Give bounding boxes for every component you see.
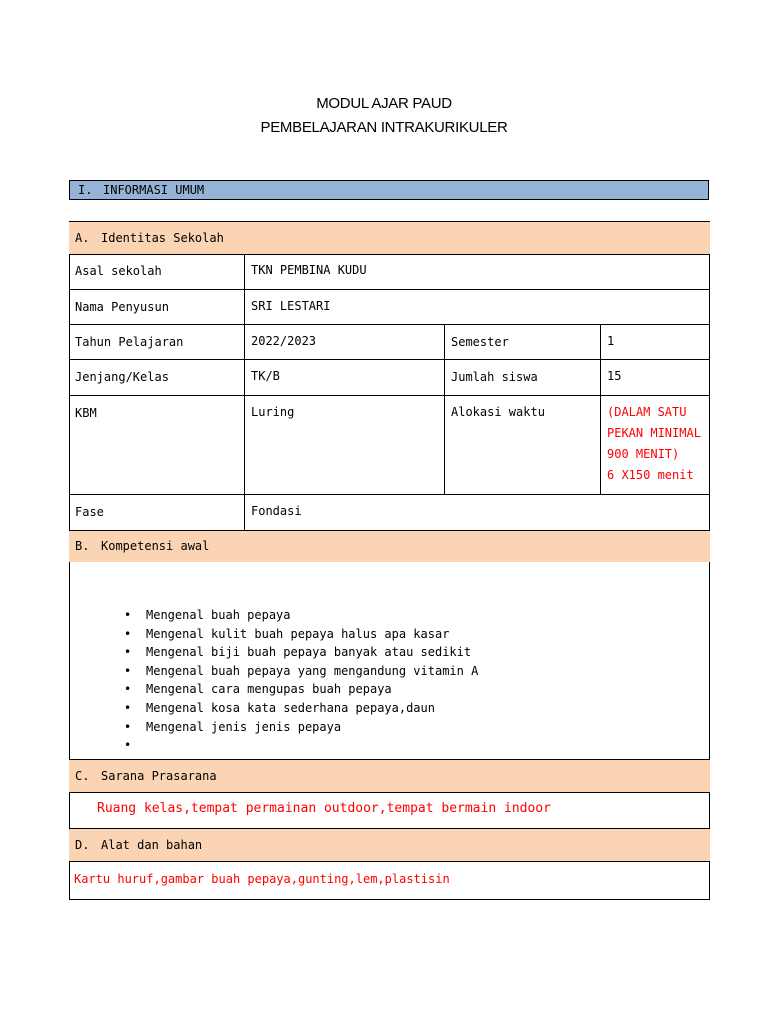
list-item-text: Mengenal cara mengupas buah pepaya — [146, 682, 392, 697]
row-label-2: Semester — [444, 325, 600, 359]
row-value: TK/B — [244, 360, 444, 395]
row-value: Luring — [244, 396, 444, 494]
list-item-text: Mengenal buah pepaya yang mengandung vitamin A — [146, 663, 479, 678]
list-item-text: Mengenal jenis jenis pepaya — [146, 719, 342, 734]
sarana-content: Ruang kelas,tempat permainan outdoor,tempat bermain indoor — [69, 793, 710, 829]
list-item-text: Mengenal kulit buah pepaya halus apa kasar — [146, 626, 450, 641]
header-sarana-prasarana — [69, 760, 710, 793]
header-label: Sarana Prasarana — [101, 769, 217, 783]
list-item: • Mengenal buah pepaya — [124, 608, 291, 622]
header-label: Kompetensi awal — [101, 539, 210, 553]
section-number: I. — [78, 183, 93, 197]
list-item-text: Mengenal biji buah pepaya banyak atau sedikit — [146, 645, 472, 660]
alat-content: Kartu huruf,gambar buah pepaya,gunting,lem,plastisin — [74, 872, 450, 886]
document-subtitle: PEMBELAJARAN INTRAKURIKULER — [260, 119, 508, 136]
row-asal-sekolah — [69, 255, 710, 290]
row-value-2: 15 — [600, 360, 710, 395]
header-label: Alat dan bahan — [101, 838, 203, 852]
row-label-2: Jumlah siswa — [444, 360, 600, 395]
header-letter: D. — [75, 838, 90, 852]
row-jenjang-kelas — [69, 360, 710, 396]
kompetensi-list — [69, 606, 478, 755]
document-title: MODUL AJAR PAUD — [316, 95, 452, 112]
header-letter: A. — [75, 231, 90, 245]
row-label: Nama Penyusun — [75, 300, 169, 314]
row-value: TKN PEMBINA KUDU — [244, 255, 710, 289]
row-nama-penyusun — [69, 290, 710, 325]
row-label: Fase — [75, 505, 104, 519]
header-letter: C. — [75, 769, 90, 783]
row-label: Jenjang/Kelas — [75, 370, 169, 384]
header-letter: B. — [75, 539, 90, 553]
header-identitas-sekolah — [69, 222, 710, 255]
alokasi-line: 900 MENIT) — [607, 447, 680, 461]
list-item: • Mengenal biji buah pepaya banyak atau sedikit — [124, 645, 472, 660]
header-label: Identitas Sekolah — [101, 231, 224, 245]
list-item-text: Mengenal kosa kata sederhana pepaya,daun — [146, 700, 435, 715]
list-item: • Mengenal buah pepaya yang mengandung vitamin A — [124, 663, 479, 678]
row-label: KBM — [75, 406, 97, 420]
list-item: • Mengenal jenis jenis pepaya — [124, 719, 342, 734]
header-kompetensi-awal — [69, 531, 710, 562]
list-item: • Mengenal kulit buah pepaya halus apa kasar — [124, 626, 450, 641]
row-tahun-pelajaran — [69, 325, 710, 360]
row-value-2: 1 — [600, 325, 710, 359]
row-fase — [69, 495, 710, 531]
section-informasi-umum — [69, 180, 709, 200]
alokasi-waktu-value — [600, 396, 710, 494]
row-label: Tahun Pelajaran — [75, 335, 184, 349]
list-item-text: Mengenal buah pepaya — [146, 608, 291, 622]
row-label: Asal sekolah — [75, 264, 162, 278]
alokasi-line: 6 X150 menit — [607, 468, 694, 482]
row-kbm — [69, 396, 710, 495]
alokasi-line: PEKAN MINIMAL — [607, 426, 701, 440]
list-item: • — [124, 738, 132, 753]
row-label-2: Alokasi waktu — [444, 396, 600, 494]
header-alat-bahan — [69, 829, 710, 862]
row-value: Fondasi — [244, 495, 710, 530]
row-value: 2022/2023 — [244, 325, 444, 359]
list-item: • Mengenal kosa kata sederhana pepaya,daun — [124, 700, 435, 715]
section-label: INFORMASI UMUM — [103, 183, 205, 197]
row-value: SRI LESTARI — [244, 290, 710, 324]
alokasi-line: (DALAM SATU — [607, 405, 687, 419]
list-item: • Mengenal cara mengupas buah pepaya — [124, 682, 392, 697]
